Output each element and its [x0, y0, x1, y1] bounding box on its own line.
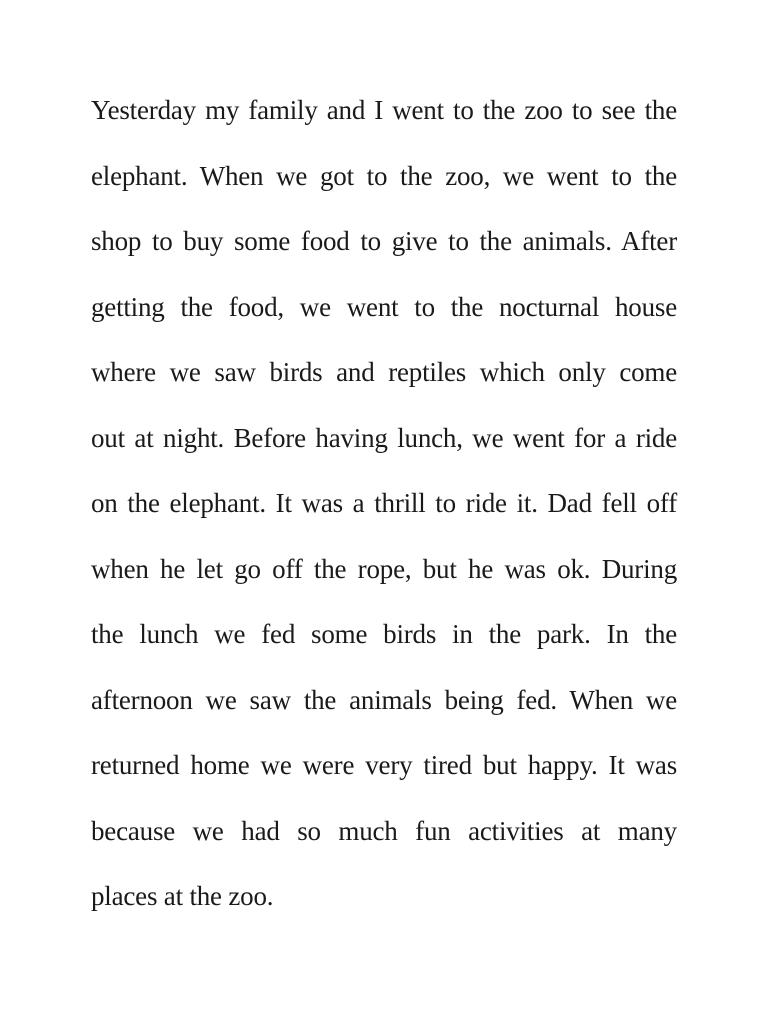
text-line: because we had so much fun activities at many [91, 815, 677, 846]
body-paragraph [91, 88, 677, 940]
text-line: on the elephant. It was a thrill to ride it. Dad fell off [91, 488, 677, 518]
text-line: when he let go off the rope, but he was ok. During [91, 553, 677, 584]
text-line-last: places at the zoo. [91, 881, 274, 911]
text-line: getting the food, we went to the nocturnal house [91, 291, 677, 322]
text-line: Yesterday my family and I went to the zoo to see the [91, 95, 677, 125]
text-line: elephant. When we got to the zoo, we went to the [91, 160, 677, 191]
text-line: returned home we were very tired but happy. It was [91, 750, 677, 780]
text-line: where we saw birds and reptiles which only come [91, 357, 677, 387]
text-line: shop to buy some food to give to the animals. After [91, 226, 677, 256]
text-line: afternoon we saw the animals being fed. When we [91, 684, 677, 715]
text-line: out at night. Before having lunch, we went for a ride [91, 422, 677, 453]
text-line: the lunch we fed some birds in the park. In the [91, 619, 677, 649]
